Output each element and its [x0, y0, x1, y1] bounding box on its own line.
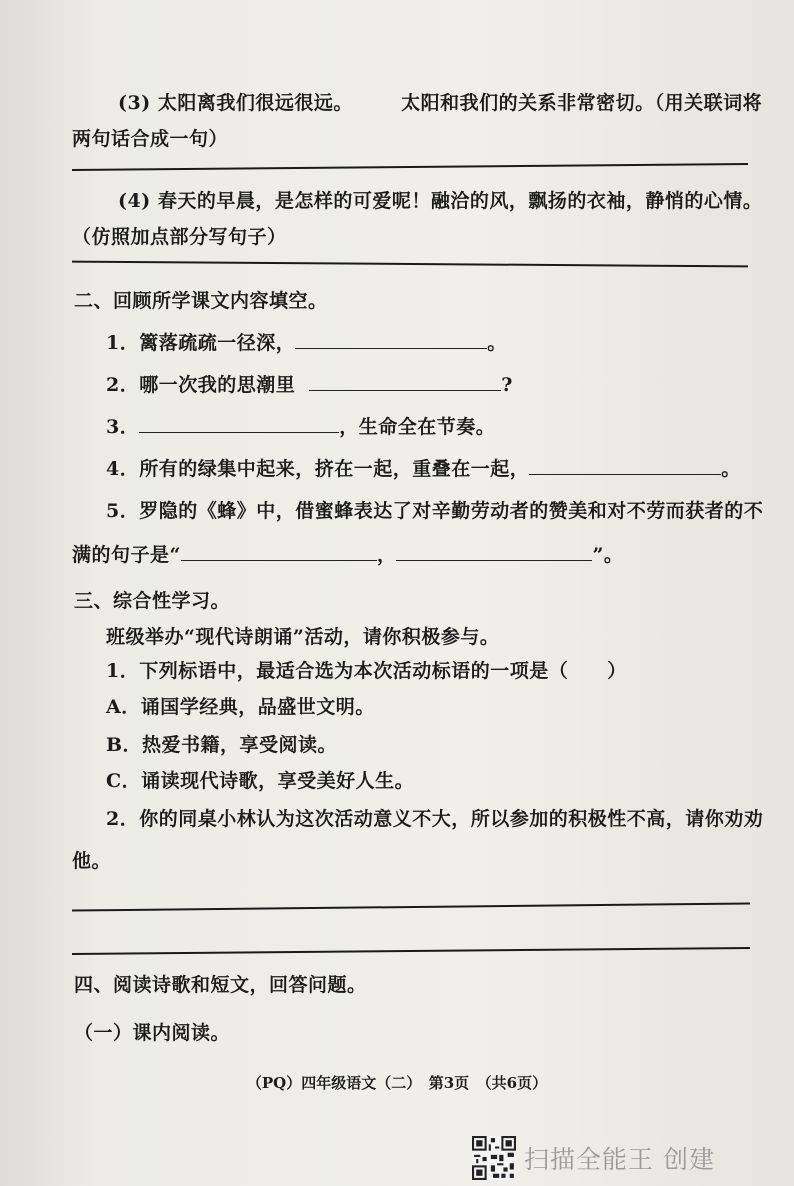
fill-1-end: 。	[487, 332, 507, 354]
fill-5-blank-b[interactable]	[396, 542, 592, 561]
fill-4	[106, 454, 741, 481]
section4-title: 四、阅读诗歌和短文，回答问题。	[74, 974, 367, 996]
section3-q2-line1: 2．你的同桌小林认为这次活动意义不大，所以参加的积极性不高，请你劝劝	[106, 808, 764, 830]
page-footer: （PQ）四年级语文（二） 第3页 （共6页）	[246, 1074, 548, 1092]
fill-2-text: 2．哪一次我的思潮里	[106, 374, 296, 396]
section3-q1: 1．下列标语中，最适合选为本次活动标语的一项是（ ）	[106, 660, 627, 682]
option-b[interactable]: B．热爱书籍，享受阅读。	[106, 734, 338, 756]
section2-title: 二、回顾所学课文内容填空。	[74, 290, 328, 312]
q2-answer-line-2[interactable]	[72, 947, 750, 955]
section3-intro: 班级举办“现代诗朗诵”活动，请你积极参与。	[106, 626, 500, 648]
scanner-watermark	[472, 1136, 715, 1180]
fill-4-end: 。	[721, 458, 741, 480]
fill-5-prefix: 满的句子是“	[72, 544, 181, 566]
fill-1	[106, 328, 507, 355]
fill-1-blank[interactable]	[295, 330, 487, 349]
option-c[interactable]: C．诵读现代诗歌，享受美好人生。	[106, 770, 415, 792]
fill-5-line1: 5．罗隐的《蜂》中，借蜜蜂表达了对辛勤劳动者的赞美和对不劳而获者的不	[106, 500, 764, 522]
section3-title: 三、综合性学习。	[74, 590, 231, 612]
q3-sentence-b: 太阳和我们的关系非常密切。（用关联词将	[401, 92, 763, 114]
watermark-text: 扫描全能王 创建	[524, 1145, 715, 1174]
q4-line1: (4) 春天的早晨，是怎样的可爱呢！融洽的风，飘扬的衣袖，静悄的心情。	[118, 190, 763, 212]
section4-subtitle: （一）课内阅读。	[74, 1022, 231, 1044]
q4-answer-line[interactable]	[72, 261, 748, 268]
fill-1-text: 1．篱落疏疏一径深，	[106, 332, 296, 354]
qr-code-icon	[472, 1136, 516, 1180]
fill-2-blank[interactable]	[309, 372, 501, 391]
section3-q2-line2: 他。	[72, 850, 112, 872]
fill-5-comma: ，	[376, 544, 397, 566]
fill-3	[106, 412, 495, 439]
q4-instruction: （仿照加点部分写句子）	[72, 226, 287, 248]
fill-2-end: ?	[501, 374, 513, 396]
fill-5-blank-a[interactable]	[181, 542, 377, 561]
fill-3-text: ，生命全在节奏。	[339, 416, 496, 438]
q3-answer-line[interactable]	[72, 163, 748, 171]
fill-2	[106, 370, 513, 397]
fill-4-blank[interactable]	[529, 456, 721, 475]
fill-5-line2	[72, 540, 623, 567]
option-a[interactable]: A．诵国学经典，品盛世文明。	[106, 696, 375, 718]
fill-5-end: ”。	[592, 544, 624, 566]
fill-3-num: 3．	[106, 416, 140, 438]
fill-3-blank[interactable]	[139, 414, 339, 433]
q3-sentence-a: (3) 太阳离我们很远很远。	[118, 92, 353, 114]
fill-4-text: 4．所有的绿集中起来，挤在一起，重叠在一起，	[106, 458, 530, 480]
q3-line1	[118, 88, 762, 115]
q2-answer-line-1[interactable]	[72, 902, 750, 911]
q3-instruction: 两句话合成一句）	[72, 128, 229, 150]
